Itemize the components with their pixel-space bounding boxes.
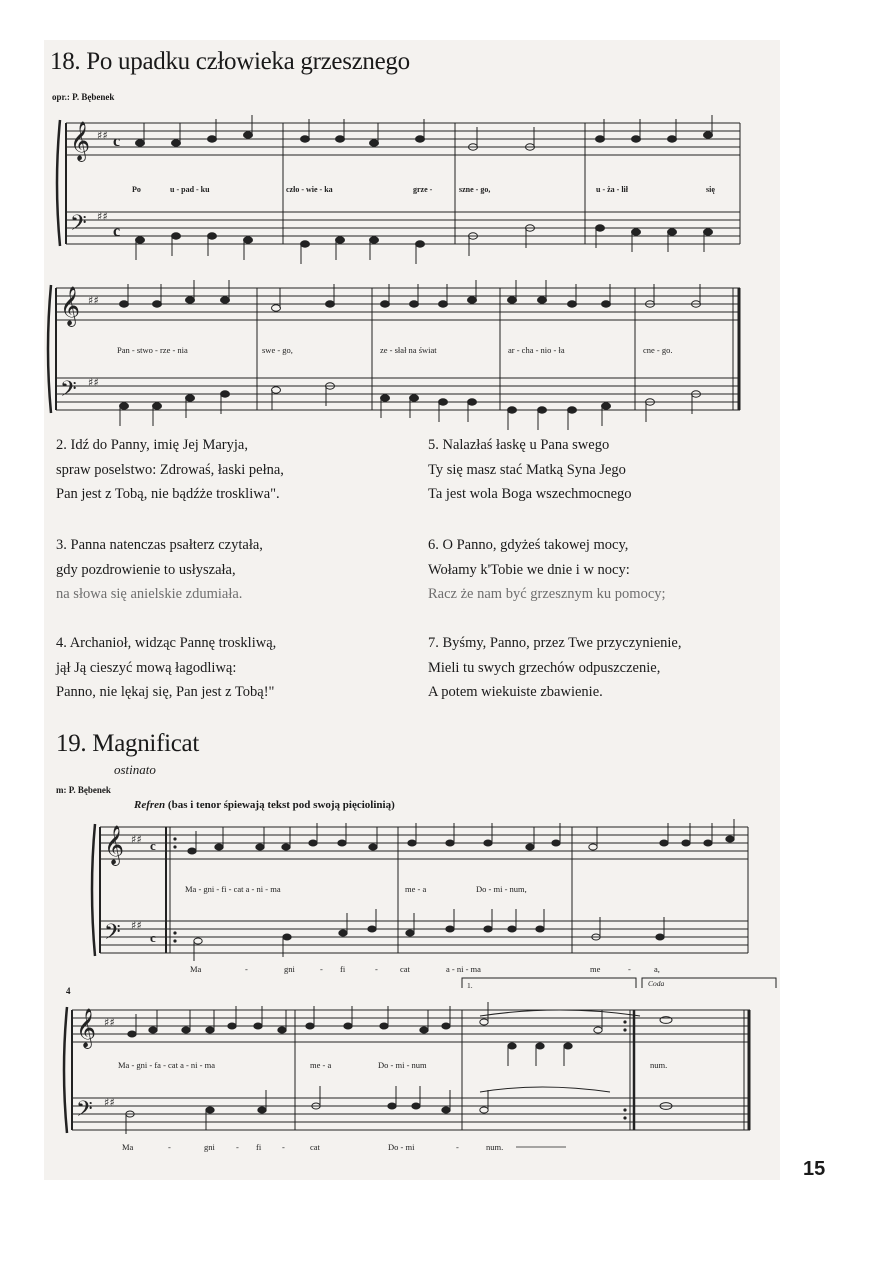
verse-line: Pan jest z Tobą, nie bądźże troskliwa". — [56, 486, 280, 502]
lyric: grze - — [413, 185, 433, 194]
lyric: u - ża - lił — [596, 185, 628, 194]
svg-text:♯♯: ♯♯ — [104, 1016, 115, 1029]
verse-line: gdy pozdrowienie to usłyszała, — [56, 561, 236, 578]
lyric: a, — [654, 964, 660, 974]
lyric: ze - słał na świat — [380, 345, 437, 355]
coda-label: Coda — [648, 979, 665, 988]
svg-text:𝄞: 𝄞 — [60, 286, 81, 326]
lyric: Ma - gni - fi - cat a - ni - ma — [185, 884, 281, 894]
svg-text:♯♯: ♯♯ — [131, 833, 142, 846]
verse-line: 5. Nalazłaś łaskę u Pana swego — [428, 437, 610, 453]
lyric: num. — [486, 1142, 504, 1152]
svg-text:𝄞: 𝄞 — [104, 825, 125, 865]
svg-text:𝄢: 𝄢 — [104, 920, 121, 950]
svg-text:𝄢: 𝄢 — [60, 377, 77, 407]
refren-note: (bas i tenor śpiewają tekst pod swoją pięciolinią) — [167, 799, 395, 811]
verse-line: 7. Byśmy, Panno, przez Twe przyczynienie, — [428, 635, 682, 651]
svg-text:c: c — [113, 133, 121, 150]
lyric: swe - go, — [262, 345, 293, 355]
lyric: Pan - stwo - rze - nia — [117, 345, 188, 355]
volta-1-label: 1. — [467, 981, 473, 990]
lyric: gni — [204, 1142, 215, 1152]
lyric: cat — [310, 1142, 320, 1152]
song-18-title: 18. Po upadku człowieka grzesznego — [50, 48, 410, 75]
svg-text:♯♯: ♯♯ — [88, 376, 99, 389]
lyric: cat — [400, 964, 410, 974]
lyric: - — [168, 1142, 171, 1152]
svg-text:𝄞: 𝄞 — [76, 1008, 97, 1048]
svg-text:𝄢: 𝄢 — [76, 1097, 93, 1127]
lyric: Do - mi - num — [378, 1060, 427, 1070]
verse-line: Wołamy k'Tobie we dnie i w nocy: — [428, 561, 630, 578]
lyric: Po — [132, 185, 141, 194]
svg-text:𝄞: 𝄞 — [70, 121, 91, 161]
lyric: me - a — [310, 1060, 332, 1070]
svg-text:c: c — [150, 930, 156, 945]
page-number: 15 — [803, 1158, 826, 1180]
lyric: Ma - gni - fa - cat a - ni - ma — [118, 1060, 215, 1070]
song-19-title: 19. Magnificat — [56, 730, 199, 757]
lyric: gni — [284, 964, 295, 974]
lyric: czło - wie - ka — [286, 185, 333, 194]
verse-line: Panno, nie lękaj się, Pan jest z Tobą!" — [56, 684, 275, 700]
song-19-composer: m: P. Bębenek — [56, 785, 111, 795]
svg-text:c: c — [113, 223, 121, 240]
svg-text:♯♯: ♯♯ — [97, 210, 108, 223]
lyric: Do - mi - num, — [476, 884, 527, 894]
verse-line: 2. Idź do Panny, imię Jej Maryja, — [56, 437, 248, 453]
verse-line: Mieli tu swych grzechów odpuszczenie, — [428, 659, 661, 676]
lyric: Ma — [122, 1142, 134, 1152]
lyric: cne - go. — [643, 345, 673, 355]
svg-text:𝄢: 𝄢 — [70, 211, 87, 241]
refren-label: Refren — [134, 799, 166, 811]
lyric: - — [628, 964, 631, 974]
verse-line: 4. Archanioł, widząc Pannę troskliwą, — [56, 635, 277, 651]
measure-number: 4 — [66, 986, 71, 996]
lyric: Ma — [190, 964, 202, 974]
verse-line: jął Ją cieszyć mową łagodliwą: — [56, 659, 237, 676]
lyric: fi — [340, 964, 346, 974]
verse-line: A potem wiekuiste zbawienie. — [428, 684, 603, 700]
lyric: me — [590, 964, 601, 974]
lyric: num. — [650, 1060, 668, 1070]
verse-line: Ty się masz stać Matką Syna Jego — [428, 461, 626, 478]
verse-line: 6. O Panno, gdyżeś takowej mocy, — [428, 537, 629, 553]
lyric: - — [236, 1142, 239, 1152]
verse-line: Ta jest wola Boga wszechmocnego — [428, 486, 632, 502]
lyric: ar - cha - nio - ła — [508, 345, 565, 355]
verse-line: spraw poselstwo: Zdrowaś, łaski pełna, — [56, 461, 284, 478]
verse-line: na słowa się anielskie zdumiała. — [56, 586, 243, 602]
verse-line: 3. Panna natenczas psałterz czytała, — [56, 537, 263, 553]
lyric: szne - go, — [459, 185, 491, 194]
svg-text:♯♯: ♯♯ — [104, 1096, 115, 1109]
lyric: - — [245, 964, 248, 974]
lyric: a - ni - ma — [446, 964, 481, 974]
svg-text:♯♯: ♯♯ — [88, 294, 99, 307]
svg-text:♯♯: ♯♯ — [131, 919, 142, 932]
lyric: - — [375, 964, 378, 974]
lyric: me - a — [405, 884, 427, 894]
svg-text:c: c — [150, 838, 156, 853]
lyric: - — [320, 964, 323, 974]
lyric: u - pad - ku — [170, 185, 210, 194]
lyric: się — [706, 185, 715, 194]
lyric: fi — [256, 1142, 262, 1152]
lyric: - — [282, 1142, 285, 1152]
lyric: - — [456, 1142, 459, 1152]
svg-text:♯♯: ♯♯ — [97, 129, 108, 142]
song-18-arranger: opr.: P. Bębenek — [52, 92, 115, 102]
verse-line: Racz że nam być grzesznym ku pomocy; — [428, 586, 666, 602]
ostinato-marking: ostinato — [114, 762, 156, 777]
lyric: Do - mi — [388, 1142, 415, 1152]
